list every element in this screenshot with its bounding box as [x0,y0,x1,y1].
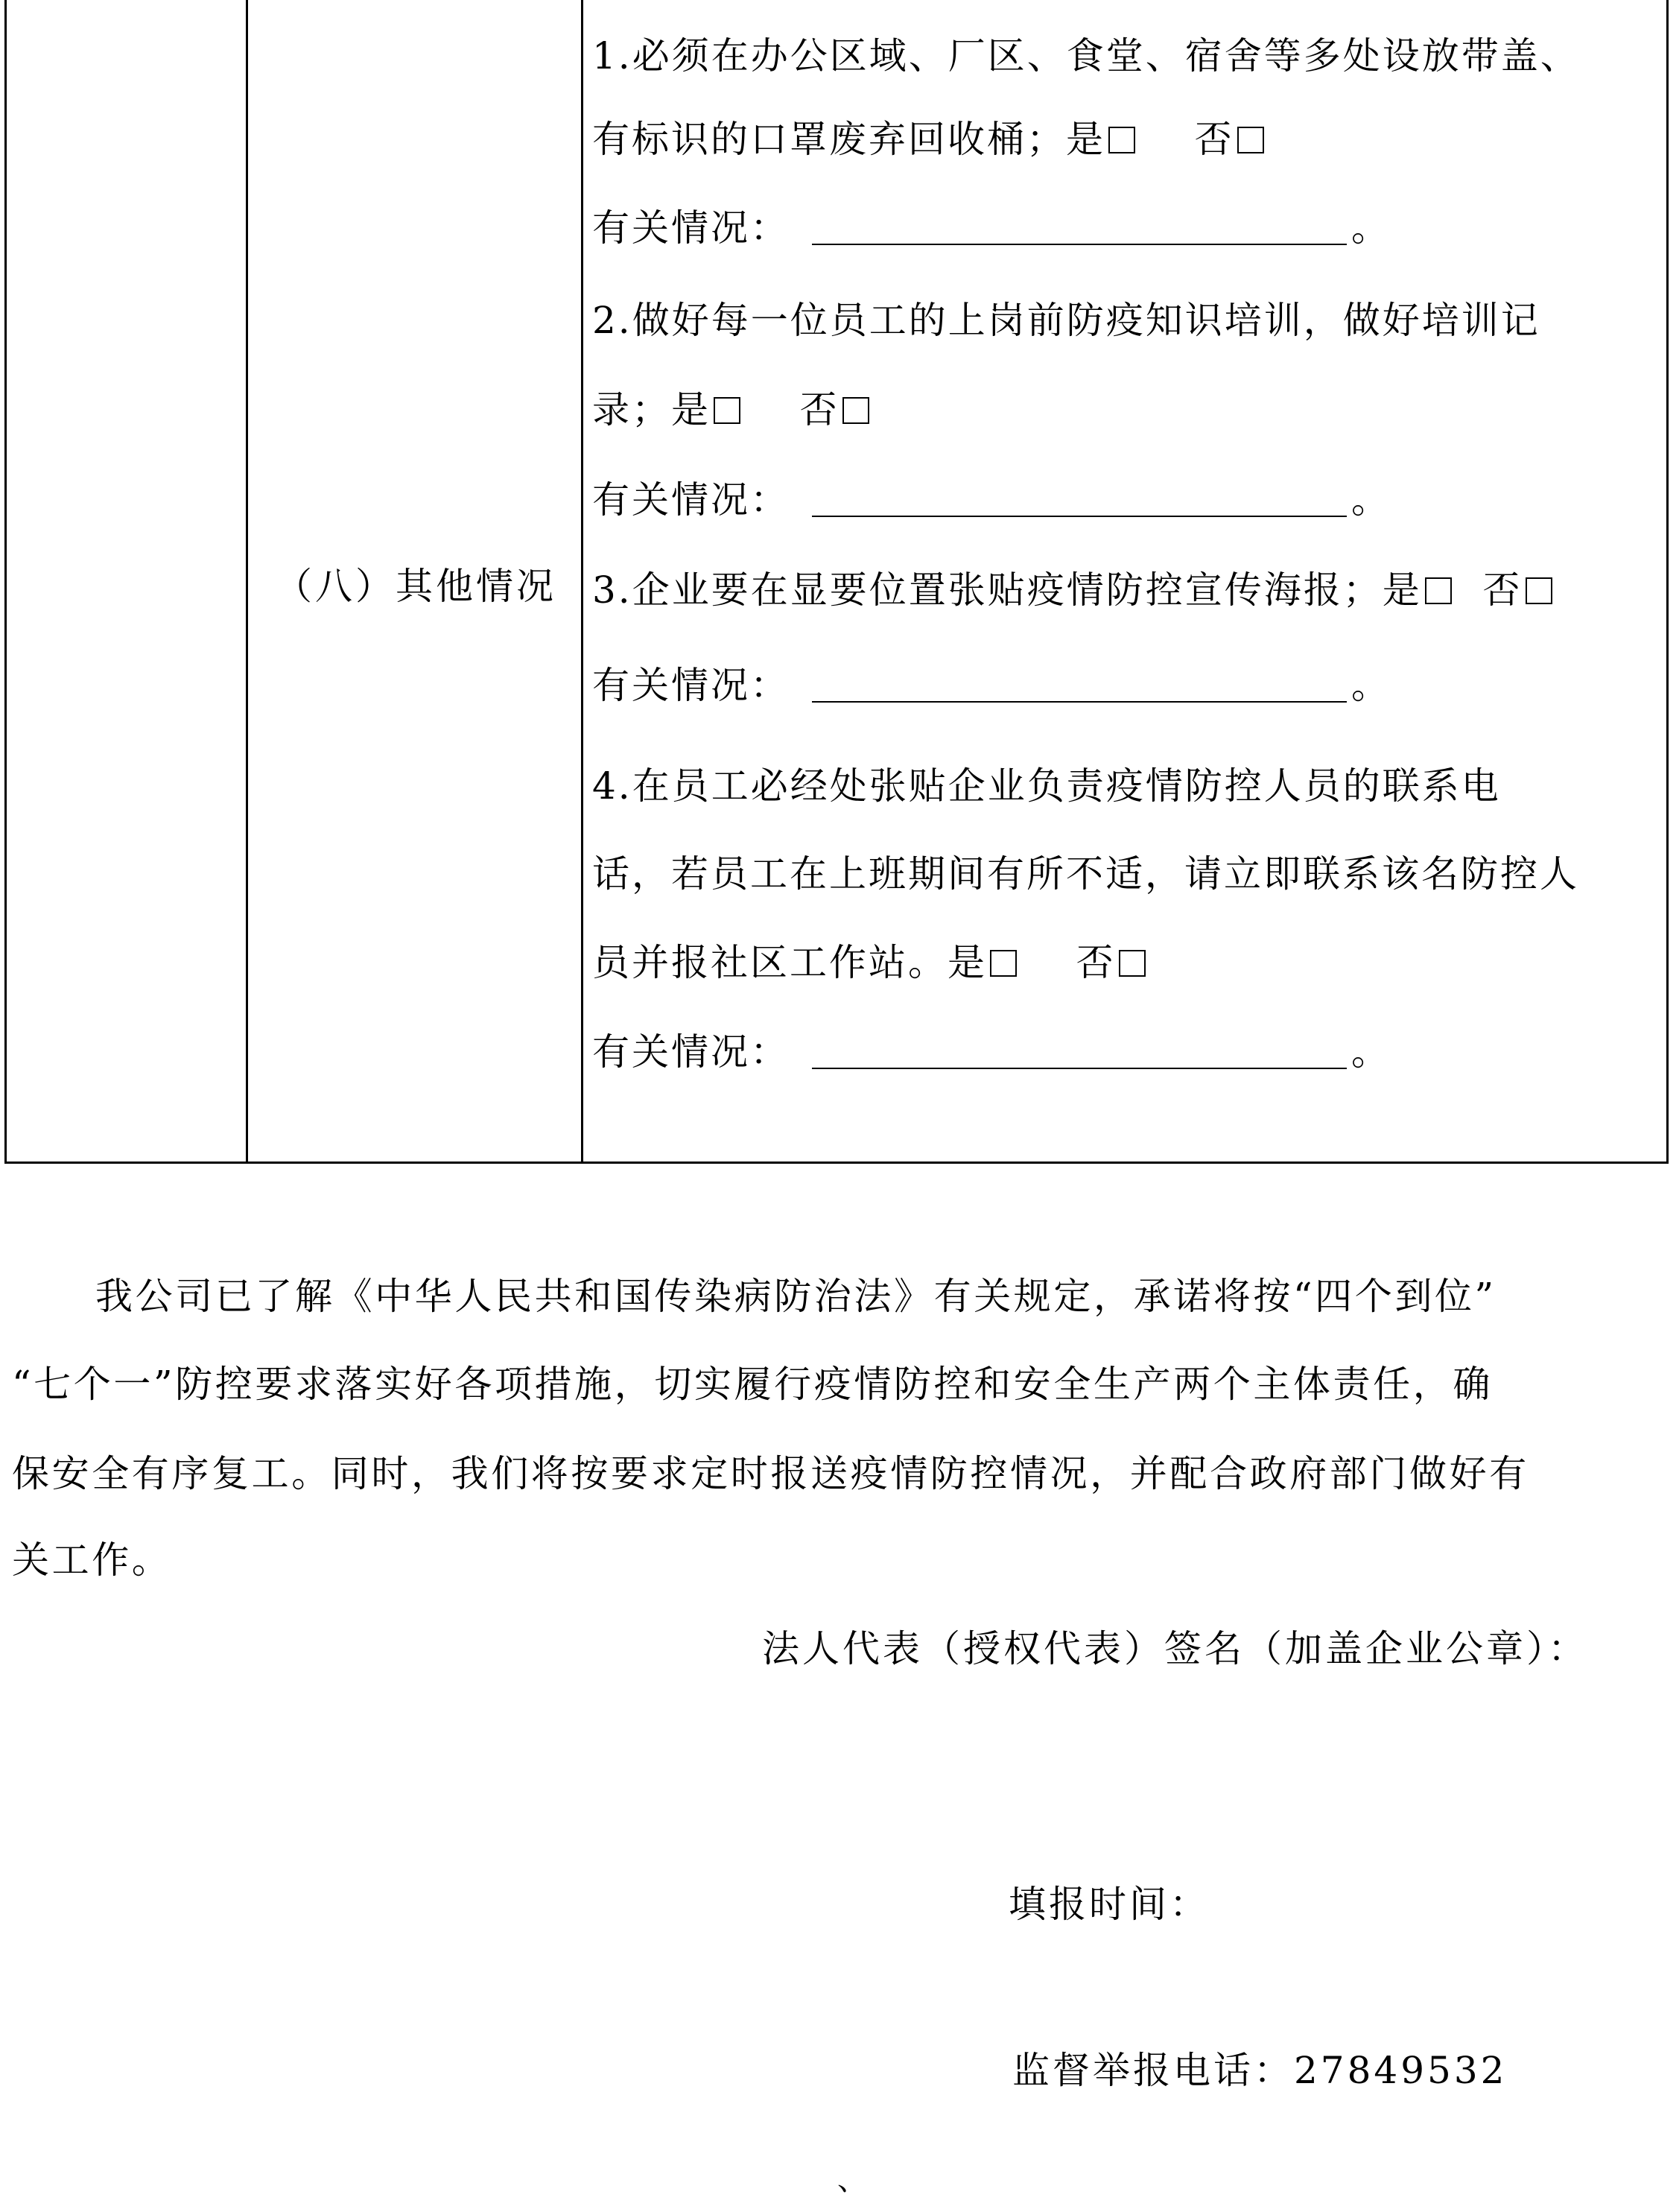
commitment-line-1: 我公司已了解《中华人民共和国传染病防治法》有关规定，承诺将按“四个到位” [95,1275,1496,1318]
hotline-number: 27849532 [1294,2049,1508,2092]
item-4-line-3: 员并报社区工作站。是 否 [592,937,1149,989]
signer-label: 法人代表（授权代表）签名（加盖企业公章）： [762,1627,1588,1670]
hotline-label: 监督举报电话： [1012,2049,1294,2092]
item-2-line-1: 2.做好每一位员工的上岗前防疫知识培训，做好培训记 [592,299,1540,342]
form-table [4,0,1669,1164]
item-4-no-checkbox[interactable] [1119,950,1146,977]
item-1-note-label: 有关情况： [592,206,790,250]
column-divider [246,0,248,1162]
item-3-no-option[interactable]: 否 [1483,568,1555,612]
item-1-note-field[interactable] [812,244,1347,245]
commitment-line-2: “七个一”防控要求落实好各项措施，切实履行疫情防控和安全生产两个主体责任，确 [12,1363,1493,1406]
item-4-no-option[interactable]: 否 [1076,941,1149,984]
item-1-yes-option[interactable]: 是 [1066,118,1138,161]
item-2-no-option[interactable]: 否 [800,388,872,431]
item-3-yes-option[interactable]: 是 [1383,568,1455,612]
item-1-line-2: 有标识的口罩废弃回收桶；是 否 [592,113,1267,165]
item-1-no-checkbox[interactable] [1237,127,1264,153]
commitment-line-3: 保安全有序复工。同时，我们将按要求定时报送疫情防控情况，并配合政府部门做好有 [12,1452,1529,1495]
hotline [1012,2044,1508,2097]
item-4-note: 有关情况： 。 [592,1030,1391,1074]
item-2-note: 有关情况： 。 [592,478,1391,522]
item-4-note-label: 有关情况： [592,1030,790,1074]
item-4-note-field[interactable] [812,1068,1347,1069]
section-label-other: （八）其他情况 [275,565,556,608]
item-1-line-1: 1.必须在办公区域、厂区、食堂、宿舍等多处设放带盖、 [592,34,1580,77]
column-divider [581,0,583,1162]
item-2-note-label: 有关情况： [592,478,790,522]
item-2-note-field[interactable] [812,516,1347,517]
item-2-line-2: 录；是 否 [592,384,872,436]
item-3-yes-checkbox[interactable] [1425,577,1452,604]
item-4-yes-checkbox[interactable] [990,950,1017,977]
item-2-yes-checkbox[interactable] [714,397,740,424]
item-4-line-2: 话，若员工在上班期间有所不适，请立即联系该名防控人 [592,852,1579,896]
item-3-note: 有关情况： 。 [592,664,1391,707]
item-1-note: 有关情况： 。 [592,206,1391,250]
item-4-yes-option[interactable]: 是 [948,941,1020,984]
item-2-yes-option[interactable]: 是 [671,388,743,431]
item-1-no-option[interactable]: 否 [1195,118,1267,161]
item-3-no-checkbox[interactable] [1526,577,1552,604]
item-3-line-1: 3.企业要在显要位置张贴疫情防控宣传海报；是 否 [592,564,1555,616]
item-1-yes-checkbox[interactable] [1108,127,1135,153]
commitment-line-4: 关工作。 [12,1538,172,1582]
item-3-note-label: 有关情况： [592,664,790,707]
item-3-note-field[interactable] [812,701,1347,703]
date-label: 填报时间： [1009,1883,1210,1926]
item-2-no-checkbox[interactable] [842,397,869,424]
item-4-line-1: 4.在员工必经处张贴企业负责疫情防控人员的联系电 [592,764,1501,808]
footer-mark: 、 [837,2163,867,2197]
